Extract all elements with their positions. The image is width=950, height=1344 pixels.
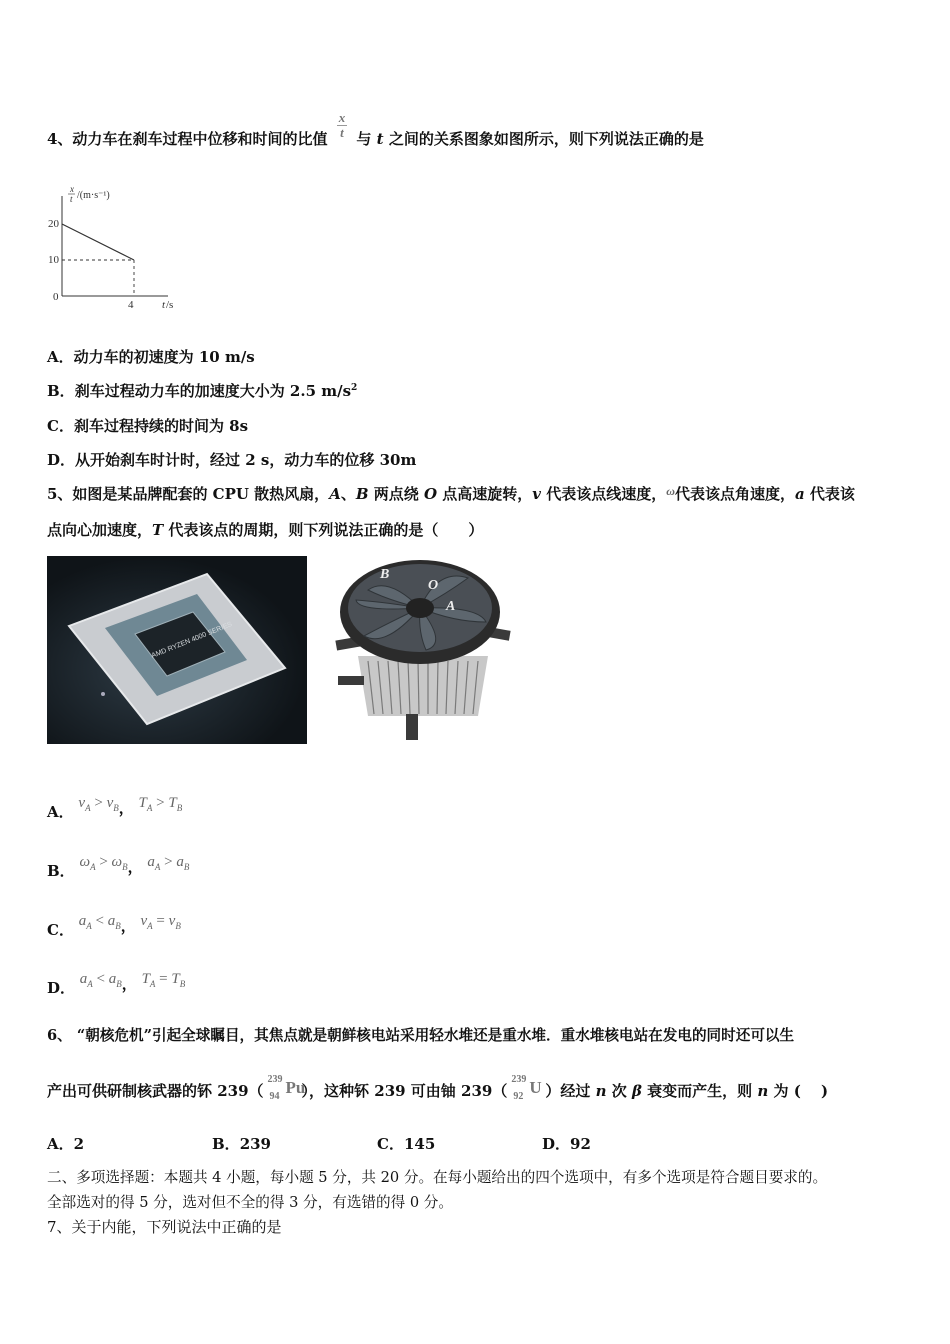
q5-fan-label-A: A bbox=[446, 599, 456, 614]
q4-chart bbox=[40, 182, 190, 312]
q6-u-symbol: U bbox=[529, 1078, 542, 1097]
q5-option-a-s1: A bbox=[85, 803, 91, 813]
q5-option-a-op1: > bbox=[90, 795, 107, 811]
q6-option-d[interactable] bbox=[542, 1133, 591, 1154]
q5-option-b-s3: A bbox=[154, 862, 161, 872]
q4-option-d[interactable] bbox=[47, 449, 416, 470]
q4-option-b[interactable] bbox=[47, 380, 357, 401]
q5-fan-drawing bbox=[328, 556, 518, 744]
q5-option-c-s3: A bbox=[147, 921, 153, 931]
q6-pu-mass: 239 bbox=[267, 1074, 283, 1085]
q5-text-h: 代表该点的周期，则下列说法正确的是（ ） bbox=[163, 521, 484, 539]
q5-fan-hub bbox=[406, 598, 434, 618]
q5-option-c-m2: a bbox=[107, 913, 116, 929]
q5-option-b-m3: a bbox=[147, 854, 155, 870]
q5-var-a: a bbox=[794, 485, 805, 503]
q4-option-b-text: 刹车过程动力车的加速度大小为 2.5 m/s bbox=[74, 382, 352, 400]
q5-text-d: 代表该点线速度， bbox=[541, 485, 667, 503]
q5-var-omega: ω bbox=[666, 484, 675, 498]
q5-option-b-s2: B bbox=[122, 862, 128, 872]
q5-option-d-m4: T bbox=[171, 971, 180, 987]
section2-heading-line2: 全部选对的得 5 分，选对但不全的得 3 分，有选错的得 0 分。 bbox=[47, 1194, 453, 1211]
q6-option-b-text: 239 bbox=[239, 1135, 271, 1153]
q4-option-d-label: D． bbox=[47, 451, 76, 469]
q5-option-a-label: A． bbox=[47, 803, 74, 821]
q5-option-d-op2: = bbox=[155, 971, 172, 987]
q4-option-a-text: 动力车的初速度为 10 m/s bbox=[73, 348, 255, 366]
q5-option-c-comma: ， bbox=[120, 917, 136, 935]
q6-var-n: n bbox=[595, 1082, 607, 1100]
q5-option-a-s3: A bbox=[146, 803, 153, 813]
q5-var-O: O bbox=[423, 485, 438, 503]
q5-option-b[interactable] bbox=[47, 852, 189, 881]
q4-chart-ylabel-num: x bbox=[70, 184, 74, 194]
q5-var-B: B bbox=[355, 485, 369, 503]
q5-option-a-comma: ， bbox=[118, 799, 134, 817]
q4-stem-suffix: 之间的关系图象如图所示，则下列说法正确的是 bbox=[388, 130, 704, 148]
q6-option-b[interactable] bbox=[212, 1133, 271, 1154]
q6-text-a: 产出可供研制核武器的钚 239（ bbox=[47, 1082, 264, 1100]
q4-chart-xlabel-unit: /s bbox=[166, 299, 174, 311]
q4-fraction-num: x bbox=[338, 109, 346, 125]
q5-option-b-label: B． bbox=[47, 862, 75, 880]
q6-option-d-text: 92 bbox=[570, 1135, 591, 1153]
q5-stem-line1 bbox=[47, 483, 855, 504]
q6-text-e: 衰变而产生，则 bbox=[641, 1082, 758, 1100]
q5-cpu-label: AMD RYZEN 4000 SERIES bbox=[150, 620, 234, 660]
q4-chart-ylabel-den: t bbox=[70, 194, 73, 204]
q5-option-a-m3: T bbox=[138, 795, 147, 811]
q6-option-a[interactable] bbox=[47, 1133, 84, 1154]
q6-u-atomic: 92 bbox=[513, 1091, 524, 1102]
q4-chart-ytick-10: 10 bbox=[48, 254, 59, 266]
q5-option-a-m4: T bbox=[168, 795, 177, 811]
q5-text-b: 两点绕 bbox=[368, 485, 424, 503]
q6-var-n2: n bbox=[757, 1082, 769, 1100]
q7-stem: 7、关于内能，下列说法中正确的是 bbox=[47, 1218, 282, 1236]
q5-option-b-s1: A bbox=[90, 862, 96, 872]
q5-var-v: v bbox=[532, 485, 542, 503]
q5-option-c-label: C． bbox=[47, 921, 74, 939]
q5-cpu-dot bbox=[101, 692, 105, 696]
q5-fan-label-O: O bbox=[428, 578, 439, 593]
q6-option-c[interactable] bbox=[377, 1133, 435, 1154]
q6-text-c: ）经过 bbox=[545, 1082, 596, 1100]
q5-option-d-s2: B bbox=[116, 979, 122, 989]
q5-option-c[interactable] bbox=[47, 911, 181, 940]
q5-text-a: 5、如图是某品牌配套的 CPU 散热风扇， bbox=[47, 485, 330, 503]
q4-chart-series-line bbox=[62, 224, 134, 260]
q6-option-b-label: B． bbox=[212, 1135, 240, 1153]
q5-stem-line2 bbox=[47, 519, 483, 540]
q6-option-a-label: A． bbox=[47, 1135, 74, 1153]
q5-option-c-m1: a bbox=[78, 913, 87, 929]
q6-stem-line1: 6、 “朝核危机”引起全球瞩目，其焦点就是朝鲜核电站采用轻水堆还是重水堆．重水堆核电站在发电的同时还可以生 bbox=[47, 1027, 795, 1044]
q4-stem-mid: 与 bbox=[356, 130, 372, 148]
q5-text-e: 代表该点角速度， bbox=[674, 485, 795, 503]
section2-heading-line1: 二、多项选择题：本题共 4 小题，每小题 5 分，共 20 分。在每小题给出的四个选项中，有多个选项是符合题目要求的。 bbox=[47, 1169, 828, 1186]
q5-text-g: 点向心加速度， bbox=[47, 521, 153, 539]
q5-option-d[interactable] bbox=[47, 969, 185, 998]
q5-option-b-s4: B bbox=[183, 862, 190, 872]
q4-chart-xtick-4: 4 bbox=[128, 299, 134, 311]
q5-fan-label-B: B bbox=[380, 567, 390, 582]
q4-option-c-label: C． bbox=[47, 417, 74, 435]
q6-option-d-label: D． bbox=[542, 1135, 571, 1153]
q5-option-d-s1: A bbox=[87, 979, 93, 989]
q6-text-d: 次 bbox=[606, 1082, 632, 1100]
q6-var-beta: β bbox=[631, 1082, 642, 1100]
q5-option-d-comma: ， bbox=[121, 975, 137, 993]
q4-chart-ytick-0: 0 bbox=[53, 291, 59, 303]
q5-option-d-m2: a bbox=[108, 971, 117, 987]
q5-var-A: A bbox=[329, 485, 341, 503]
q5-cpu-image bbox=[47, 556, 307, 744]
q4-option-a-label: A． bbox=[47, 348, 74, 366]
q4-option-c-text: 刹车过程持续的时间为 8s bbox=[73, 417, 249, 435]
q6-stem-line2 bbox=[47, 1074, 829, 1106]
q6-option-c-text: 145 bbox=[403, 1135, 436, 1153]
q4-t-var: t bbox=[376, 130, 384, 148]
q5-option-c-op1: < bbox=[91, 913, 108, 929]
q5-fan-heatsink bbox=[358, 656, 488, 716]
q6-u-mass: 239 bbox=[511, 1074, 527, 1085]
q5-var-T: T bbox=[152, 521, 164, 539]
q6-u-nuclide bbox=[507, 1074, 545, 1106]
q5-option-c-m3: v bbox=[140, 913, 148, 929]
q5-option-b-m2: ω bbox=[111, 854, 123, 870]
q5-sep: 、 bbox=[340, 485, 356, 503]
q4-option-c[interactable] bbox=[47, 415, 248, 436]
q5-option-d-s4: B bbox=[179, 979, 186, 989]
q4-option-d-text: 从开始刹车时计时，经过 2 s，动力车的位移 30m bbox=[75, 451, 417, 469]
q4-chart-ylabel-unit: /(m·s⁻¹) bbox=[77, 190, 110, 201]
q4-fraction bbox=[337, 111, 348, 140]
q4-chart-xlabel-var: t bbox=[162, 299, 166, 311]
q5-option-c-s1: A bbox=[86, 921, 92, 931]
q6-option-a-text: 2 bbox=[73, 1135, 85, 1153]
q5-option-b-op1: > bbox=[95, 854, 112, 870]
q5-text-c: 点高速旋转， bbox=[437, 485, 533, 503]
q5-option-b-m1: ω bbox=[79, 854, 91, 870]
q4-option-b-sup: 2 bbox=[351, 383, 358, 393]
q5-option-c-s4: B bbox=[175, 921, 181, 931]
q5-fan-image bbox=[328, 556, 518, 744]
q5-option-b-m4: a bbox=[176, 854, 184, 870]
q5-option-c-op2: = bbox=[152, 913, 169, 929]
q5-option-a-m1: v bbox=[78, 795, 86, 811]
q4-stem bbox=[47, 109, 704, 149]
q6-pu-symbol: Pu bbox=[285, 1078, 306, 1097]
q5-option-b-comma: ， bbox=[127, 858, 143, 876]
q5-option-a-m2: v bbox=[106, 795, 114, 811]
q5-option-d-m1: a bbox=[79, 971, 88, 987]
q5-option-d-m3: T bbox=[141, 971, 150, 987]
q4-option-a[interactable] bbox=[47, 346, 255, 367]
q4-option-b-label: B． bbox=[47, 382, 75, 400]
q5-option-c-s2: B bbox=[115, 921, 121, 931]
q4-chart-ytick-20: 20 bbox=[48, 218, 59, 230]
q5-option-b-op2: > bbox=[160, 854, 177, 870]
q5-option-d-label: D． bbox=[47, 979, 76, 997]
q5-option-a-op2: > bbox=[152, 795, 169, 811]
q5-text-f: 代表该 bbox=[804, 485, 855, 503]
q5-option-d-op1: < bbox=[92, 971, 109, 987]
q5-option-a-s2: B bbox=[113, 803, 119, 813]
q5-option-a-s4: B bbox=[176, 803, 183, 813]
q4-stem-prefix: 4、动力车在刹车过程中位移和时间的比值 bbox=[47, 130, 328, 148]
q6-text-f: 为 ( ) bbox=[768, 1082, 829, 1100]
q6-option-c-label: C． bbox=[377, 1135, 404, 1153]
q6-pu-atomic: 94 bbox=[269, 1091, 280, 1102]
q4-fraction-den: t bbox=[340, 124, 344, 140]
q5-option-c-m4: v bbox=[168, 913, 176, 929]
q5-option-d-s3: A bbox=[149, 979, 156, 989]
q6-pu-nuclide bbox=[264, 1074, 306, 1106]
q6-text-b: ），这种钚 239 可由铀 239（ bbox=[301, 1082, 508, 1100]
q5-cpu-drawing bbox=[47, 556, 307, 744]
q5-option-a[interactable] bbox=[47, 793, 182, 822]
